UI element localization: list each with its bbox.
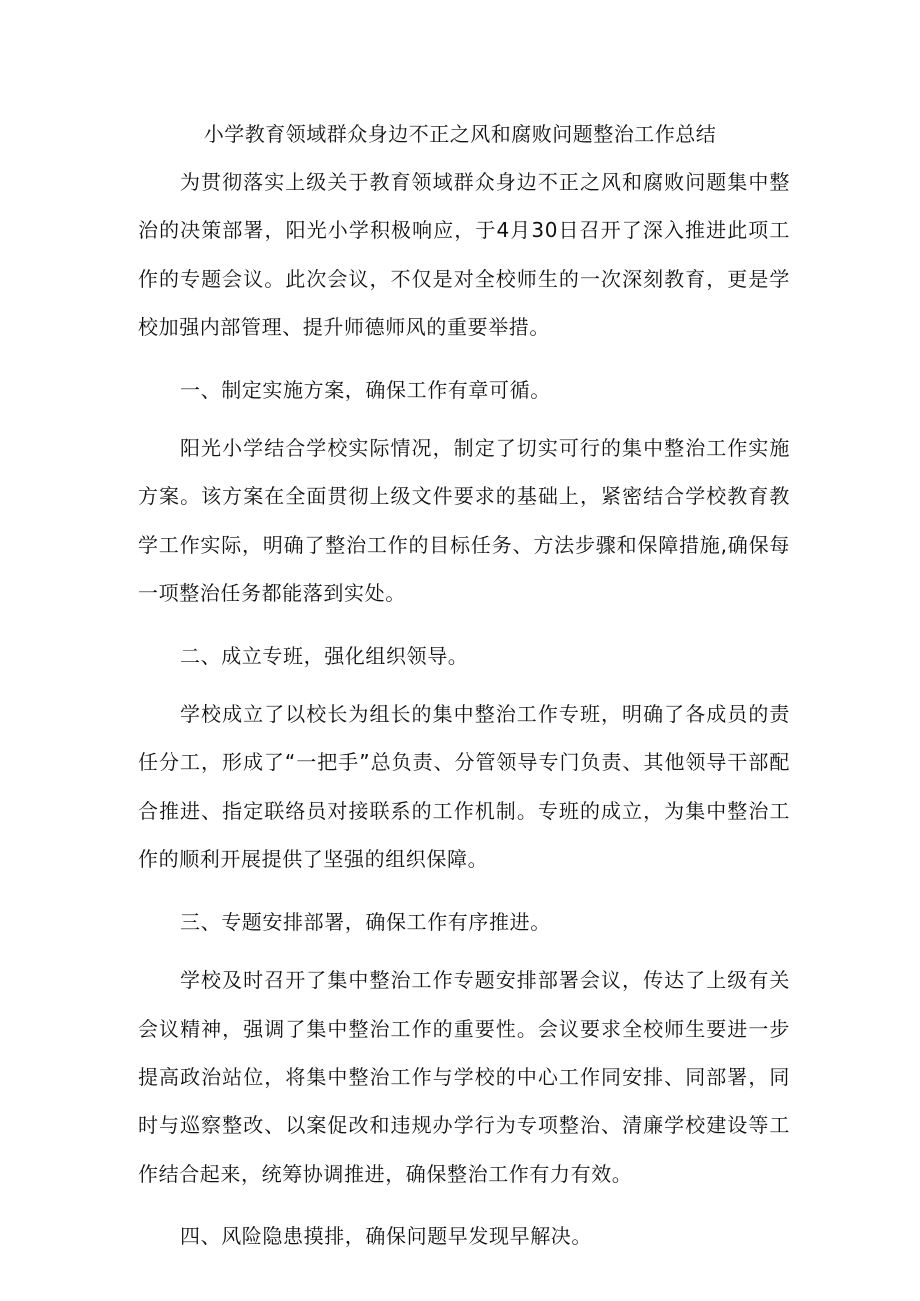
section-heading-2: 二、成立专班，强化组织领导。: [180, 643, 469, 668]
section-heading-1: 一、制定实施方案，确保工作有章可循。: [180, 377, 551, 402]
document-body: [138, 158, 790, 1271]
section-paragraph-3: 学校及时召开了集中整治工作专题安排部署会议，传达了上级有关会议精神，强调了集中整治工作的重要性。会议要求全校师生要进一步提高政治站位，将集中整治工作与学校的中心工作同安排、同部署，同时与巡察整改、以案促改和违规办学行为专项整治、清廉学校建设等工作结合起来，统筹协调推进，确保整治工作有力有效。: [138, 968, 790, 1186]
intro-paragraph: 为贯彻落实上级关于教育领域群众身边不正之风和腐败问题集中整治的决策部署，阳光小学积极响应，于4月30日召开了深入推进此项工作的专题会议。此次会议，不仅是对全校师生的一次深刻教育，更是学校加强内部管理、提升师德师风的重要举措。: [138, 170, 790, 340]
section-paragraph-1: 阳光小学结合学校实际情况，制定了切实可行的集中整治工作实施方案。该方案在全面贯彻上级文件要求的基础上，紧密结合学校教育教学工作实际，明确了整治工作的目标任务、方法步骤和保障措施,确保每一项整治任务都能落到实处。: [138, 436, 790, 606]
section-heading-3: 三、专题安排部署，确保工作有序推进。: [180, 909, 551, 934]
section-paragraph-2: 学校成立了以校长为组长的集中整治工作专班，明确了各成员的责任分工，形成了“一把手”总负责、分管领导专门负责、其他领导干部配合推进、指定联络员对接联系的工作机制。专班的成立，为集中整治工作的顺利开展提供了坚强的组织保障。: [138, 702, 790, 872]
document-title: 小学教育领域群众身边不正之风和腐败问题整治工作总结: [203, 122, 717, 146]
section-heading-4: 四、风险隐患摸排，确保问题早发现早解决。: [180, 1224, 592, 1249]
